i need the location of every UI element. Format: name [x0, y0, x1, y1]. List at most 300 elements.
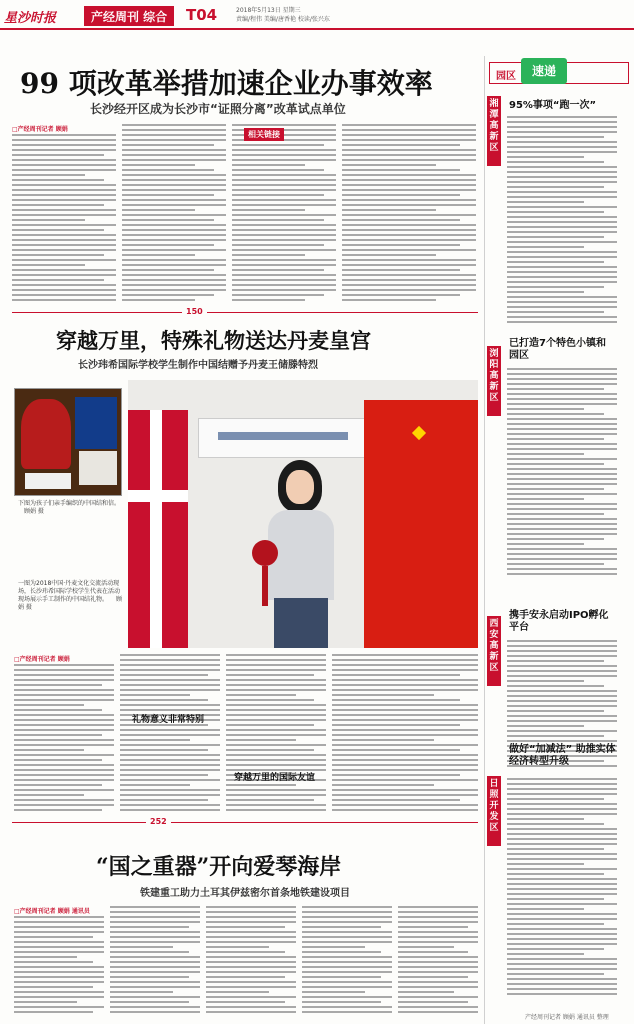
text-line — [507, 433, 617, 435]
text-line — [507, 798, 604, 800]
text-line — [507, 883, 617, 885]
text-line — [507, 201, 584, 203]
text-line — [332, 709, 478, 711]
sidebar-tab-rizhao: 日照开发区 — [487, 776, 501, 846]
text-line — [507, 888, 617, 890]
text-line — [398, 961, 478, 963]
text-line — [332, 794, 478, 796]
text-line — [507, 393, 617, 395]
text-line — [110, 906, 200, 908]
text-line — [110, 946, 173, 948]
text-line — [342, 259, 476, 261]
text-line — [122, 279, 226, 281]
text-line — [507, 953, 584, 955]
page-number: T04 — [186, 6, 218, 24]
text-line — [206, 976, 285, 978]
text-line — [12, 149, 116, 151]
text-line — [206, 1011, 296, 1013]
text-line — [232, 274, 336, 276]
text-line — [14, 1006, 104, 1008]
text-line — [122, 264, 226, 266]
text-line — [332, 734, 478, 736]
text-line — [302, 921, 392, 923]
text-line — [122, 144, 214, 146]
text-line — [507, 655, 617, 657]
text-line — [232, 164, 305, 166]
sidebar-title-xiangtan: 95%事项“跑一次” — [509, 100, 597, 111]
text-line — [12, 294, 116, 296]
text-line — [14, 966, 104, 968]
text-line — [122, 229, 226, 231]
text-line — [342, 249, 476, 251]
text-line — [226, 739, 296, 741]
text-line — [398, 1001, 468, 1003]
text-line — [398, 996, 478, 998]
text-line — [507, 221, 617, 223]
text-line — [122, 224, 226, 226]
text-line — [122, 179, 226, 181]
text-line — [122, 154, 226, 156]
text-line — [12, 264, 85, 266]
text-line — [342, 204, 476, 206]
text-line — [332, 679, 478, 681]
text-line — [232, 159, 336, 161]
text-line — [226, 749, 314, 751]
text-line — [122, 234, 226, 236]
text-line — [12, 184, 116, 186]
text-line — [122, 214, 226, 216]
text-line — [226, 694, 296, 696]
article1-headline: 99 项改革举措加速企业办事效率 — [20, 67, 433, 100]
article3-column-5 — [398, 906, 478, 1020]
text-line — [14, 664, 114, 666]
text-line — [507, 645, 617, 647]
text-line — [507, 291, 584, 293]
text-line — [120, 709, 220, 711]
text-line — [342, 189, 476, 191]
text-line — [232, 234, 336, 236]
text-line — [120, 744, 220, 746]
text-line — [14, 679, 114, 681]
text-line — [507, 488, 604, 490]
text-line — [507, 378, 617, 380]
brand-logo: 星沙时报 — [4, 11, 57, 26]
text-line — [206, 946, 269, 948]
text-line — [342, 239, 476, 241]
text-line — [507, 206, 617, 208]
text-line — [232, 174, 336, 176]
text-line — [232, 284, 336, 286]
text-line — [507, 670, 617, 672]
text-line — [507, 211, 604, 213]
text-line — [507, 196, 617, 198]
text-line — [507, 720, 617, 722]
text-line — [12, 174, 85, 176]
text-line — [122, 199, 226, 201]
text-line — [302, 941, 392, 943]
text-line — [332, 689, 478, 691]
text-line — [507, 468, 617, 470]
text-line — [507, 513, 604, 515]
text-line — [332, 749, 460, 751]
text-line — [120, 694, 190, 696]
text-line — [122, 259, 226, 261]
text-line — [507, 833, 617, 835]
text-line — [120, 764, 220, 766]
text-line — [342, 294, 460, 296]
text-line — [226, 759, 326, 761]
text-line — [12, 254, 104, 256]
text-line — [507, 276, 617, 278]
text-line — [302, 951, 381, 953]
text-line — [232, 199, 336, 201]
text-line — [110, 1011, 200, 1013]
text-line — [232, 294, 324, 296]
text-line — [232, 244, 324, 246]
text-line — [14, 951, 104, 953]
text-line — [507, 256, 617, 258]
text-line — [206, 966, 296, 968]
text-line — [110, 976, 189, 978]
text-line — [14, 739, 114, 741]
text-line — [14, 991, 104, 993]
text-line — [14, 684, 102, 686]
text-line — [507, 868, 617, 870]
text-line — [302, 911, 392, 913]
sidebar-tab-xian: 西安高新区 — [487, 616, 501, 686]
text-line — [507, 640, 617, 642]
text-line — [507, 808, 617, 810]
text-line — [332, 714, 478, 716]
text-line — [206, 996, 296, 998]
text-line — [507, 368, 617, 370]
text-line — [507, 251, 617, 253]
text-line — [302, 1006, 392, 1008]
text-line — [232, 169, 324, 171]
text-line — [302, 931, 392, 933]
text-line — [232, 219, 324, 221]
text-line — [12, 284, 116, 286]
text-line — [12, 299, 116, 301]
text-line — [120, 789, 220, 791]
text-line — [332, 664, 478, 666]
text-line — [232, 224, 336, 226]
text-line — [226, 684, 326, 686]
text-line — [507, 848, 604, 850]
text-line — [507, 725, 584, 727]
text-line — [226, 679, 326, 681]
text-line — [507, 398, 617, 400]
text-line — [507, 261, 604, 263]
text-line — [507, 968, 617, 970]
text-line — [342, 299, 436, 301]
text-line — [507, 665, 617, 667]
text-line — [342, 289, 476, 291]
text-line — [302, 956, 392, 958]
text-line — [507, 685, 604, 687]
text-line — [226, 714, 326, 716]
text-line — [14, 986, 93, 988]
section-label: 产经周刊 综合 — [84, 6, 174, 26]
text-line — [507, 893, 617, 895]
divider-number-2: 252 — [146, 817, 171, 826]
text-line — [206, 986, 296, 988]
article3-column-3 — [206, 906, 296, 1020]
text-line — [398, 926, 468, 928]
text-line — [398, 1011, 478, 1013]
text-line — [120, 799, 208, 801]
text-line — [507, 568, 617, 570]
text-line — [120, 704, 220, 706]
text-line — [507, 281, 617, 283]
text-line — [507, 518, 617, 520]
text-line — [120, 794, 220, 796]
text-line — [507, 715, 617, 717]
text-line — [332, 774, 460, 776]
text-line — [226, 709, 326, 711]
text-line — [398, 966, 478, 968]
text-line — [226, 719, 326, 721]
text-line — [122, 209, 195, 211]
text-line — [507, 306, 617, 308]
text-line — [332, 754, 478, 756]
text-line — [226, 744, 326, 746]
text-line — [507, 823, 604, 825]
text-line — [206, 931, 296, 933]
text-line — [12, 199, 116, 201]
article1-column-4 — [342, 124, 476, 304]
text-line — [507, 156, 584, 158]
text-line — [14, 714, 114, 716]
text-line — [507, 528, 617, 530]
text-line — [507, 913, 617, 915]
text-line — [507, 943, 617, 945]
text-line — [398, 931, 478, 933]
text-line — [12, 224, 116, 226]
text-line — [507, 448, 617, 450]
text-line — [507, 311, 604, 313]
text-line — [14, 669, 114, 671]
text-line — [226, 654, 326, 656]
text-line — [342, 134, 476, 136]
text-line — [342, 209, 436, 211]
text-line — [14, 734, 102, 736]
text-line — [206, 926, 285, 928]
text-line — [507, 271, 617, 273]
caption-left-text: 下图为孩子们亲手编织的中国结和信。 — [18, 500, 121, 507]
text-line — [342, 154, 476, 156]
article1-column-1 — [12, 134, 116, 304]
text-line — [14, 764, 114, 766]
text-line — [332, 809, 478, 811]
text-line — [398, 991, 454, 993]
text-line — [507, 538, 604, 540]
text-line — [398, 971, 478, 973]
text-line — [232, 279, 336, 281]
text-line — [232, 144, 324, 146]
text-line — [342, 284, 476, 286]
text-line — [122, 239, 226, 241]
text-line — [398, 941, 478, 943]
text-line — [398, 1006, 478, 1008]
sidebar-text-rizhao — [507, 778, 617, 1008]
text-line — [120, 734, 220, 736]
text-line — [507, 316, 617, 318]
text-line — [342, 234, 476, 236]
text-line — [120, 679, 220, 681]
text-line — [12, 134, 116, 136]
text-line — [120, 729, 220, 731]
text-line — [110, 981, 200, 983]
text-line — [507, 403, 617, 405]
text-line — [110, 956, 200, 958]
text-line — [12, 259, 116, 261]
text-line — [507, 423, 617, 425]
text-line — [398, 946, 454, 948]
text-line — [12, 274, 116, 276]
text-line — [122, 129, 226, 131]
text-line — [507, 675, 617, 677]
text-line — [14, 956, 77, 958]
text-line — [122, 219, 214, 221]
text-line — [14, 971, 104, 973]
caption-right-text: 一图为2018中国·丹麦文化交流活动现场，长沙玮希国际学校学生代表在活动现场展示手工制作的中国结礼物。 — [18, 580, 121, 603]
text-line — [12, 219, 85, 221]
photo-credit-right: 顾娟 摄 — [18, 596, 122, 611]
text-line — [12, 154, 104, 156]
text-line — [507, 131, 617, 133]
text-line — [398, 936, 478, 938]
text-line — [226, 689, 326, 691]
text-line — [507, 988, 617, 990]
text-line — [232, 149, 336, 151]
text-line — [507, 413, 604, 415]
park-express-sidebar — [484, 56, 634, 1024]
text-line — [507, 778, 617, 780]
text-line — [120, 669, 220, 671]
text-line — [226, 804, 326, 806]
masthead — [0, 0, 634, 30]
text-line — [342, 149, 476, 151]
sidebar-title-liuyang: 已打造7个特色小镇和园区 — [509, 338, 606, 361]
text-line — [302, 991, 365, 993]
text-line — [14, 689, 114, 691]
text-line — [14, 976, 104, 978]
text-line — [342, 219, 460, 221]
text-line — [14, 916, 104, 918]
text-line — [122, 284, 226, 286]
article1-byline: □产经周刊记者 顾娟 — [12, 126, 68, 133]
text-line — [507, 493, 617, 495]
text-line — [507, 553, 617, 555]
text-line — [507, 508, 617, 510]
text-line — [507, 533, 617, 535]
text-line — [342, 274, 476, 276]
text-line — [302, 916, 392, 918]
text-line — [332, 804, 478, 806]
text-line — [14, 926, 104, 928]
text-line — [12, 194, 116, 196]
text-line — [12, 144, 116, 146]
text-line — [120, 769, 220, 771]
text-line — [226, 699, 314, 701]
text-line — [232, 229, 336, 231]
text-line — [206, 951, 285, 953]
text-line — [120, 774, 208, 776]
text-line — [110, 931, 200, 933]
text-line — [507, 923, 604, 925]
text-line — [302, 966, 392, 968]
text-line — [342, 159, 476, 161]
text-line — [342, 254, 436, 256]
text-line — [507, 463, 604, 465]
article2-subtitle-friendship: 穿越万里的国际友谊 — [234, 773, 316, 783]
article3-subhead: 铁建重工助力土耳其伊兹密尔首条地铁建设项目 — [140, 888, 350, 899]
text-line — [14, 774, 114, 776]
text-line — [122, 274, 226, 276]
text-line — [110, 996, 200, 998]
article3-byline: □产经周刊记者 顾娟 通讯员 — [14, 908, 90, 915]
text-line — [110, 916, 200, 918]
text-line — [507, 828, 617, 830]
text-line — [120, 759, 220, 761]
text-line — [342, 129, 476, 131]
text-line — [332, 759, 478, 761]
text-line — [507, 121, 617, 123]
text-line — [507, 171, 617, 173]
text-line — [507, 858, 617, 860]
text-line — [342, 174, 476, 176]
text-line — [226, 754, 326, 756]
text-line — [12, 159, 116, 161]
text-line — [14, 699, 114, 701]
text-line — [507, 523, 617, 525]
text-line — [398, 976, 468, 978]
text-line — [12, 289, 116, 291]
text-line — [507, 878, 617, 880]
text-line — [110, 966, 200, 968]
text-line — [14, 941, 104, 943]
text-line — [120, 784, 190, 786]
text-line — [14, 719, 114, 721]
article3-headline: “国之重器”开向爱琴海岸 — [96, 854, 342, 880]
text-line — [302, 1011, 392, 1013]
text-line — [507, 301, 617, 303]
text-line — [120, 659, 220, 661]
text-line — [120, 804, 220, 806]
text-line — [342, 224, 476, 226]
article3-column-2 — [110, 906, 200, 1020]
text-line — [507, 903, 617, 905]
article2-subtitle-gift: 礼物意义非常特别 — [132, 715, 205, 725]
text-line — [206, 981, 296, 983]
text-line — [507, 978, 617, 980]
text-line — [507, 231, 617, 233]
text-line — [14, 981, 104, 983]
text-line — [507, 126, 617, 128]
text-line — [302, 906, 392, 908]
sidebar-header-label: 园区 — [496, 71, 516, 82]
text-line — [507, 680, 584, 682]
text-line — [226, 669, 326, 671]
text-line — [122, 184, 226, 186]
text-line — [122, 254, 195, 256]
text-line — [342, 124, 476, 126]
text-line — [332, 769, 478, 771]
text-line — [226, 794, 326, 796]
text-line — [507, 498, 584, 500]
text-line — [332, 739, 434, 741]
